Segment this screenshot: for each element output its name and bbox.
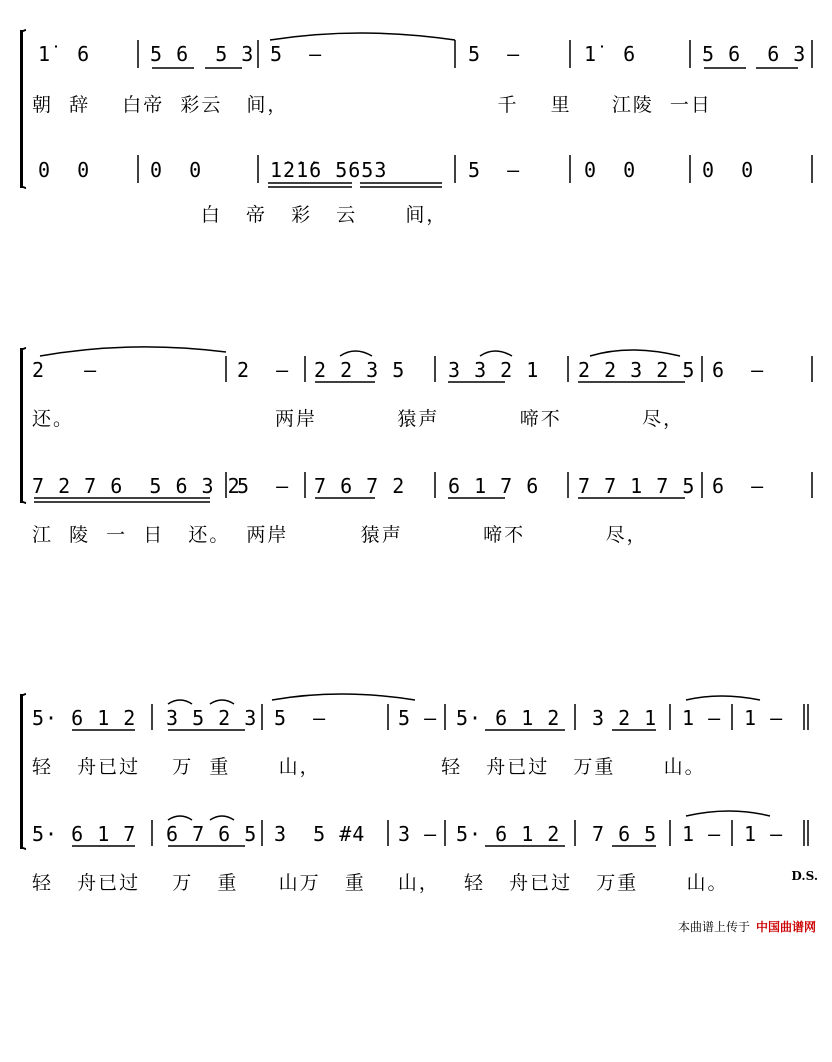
- measure: 1 —: [682, 822, 722, 846]
- lower-notes-row: [32, 158, 812, 188]
- measure: 3 2 1: [592, 706, 658, 730]
- measure: 0 0: [38, 158, 91, 182]
- measure: 1 —: [682, 706, 722, 730]
- lower-lyrics-row: 轻 舟已过 万 重 山万 重 山， 轻 舟已过 万重 山。: [32, 872, 729, 894]
- measure: 5· 6 1 2: [456, 706, 561, 730]
- lower-lyrics-row: 白 帝 彩 云 间，: [32, 204, 448, 226]
- lower-notes-row: [32, 822, 812, 852]
- measure: 0 0: [702, 158, 755, 182]
- site-logo: 中国曲谱网: [755, 920, 816, 934]
- measure: 1 —: [744, 822, 784, 846]
- score-system-1: [0, 30, 832, 190]
- measure: 7 7 1 7 5: [578, 474, 696, 498]
- upper-lyrics-row: 轻 舟已过 万 重 山， 轻 舟已过 万重 山。: [32, 756, 706, 778]
- measure: 5 —: [237, 474, 290, 498]
- measure: 5 —: [468, 42, 521, 66]
- lower-lyrics-row: 江 陵 一 日 还。 两岸 猿声 啼不 尽，: [32, 524, 648, 546]
- measure: 6 —: [712, 358, 765, 382]
- upper-lyrics-row: 还。 两岸 猿声 啼不 尽，: [32, 408, 685, 430]
- measure: 5 —: [398, 706, 438, 730]
- measure: 2 —: [237, 358, 290, 382]
- measure: 5 6 5 3: [150, 42, 255, 66]
- measure: 3 —: [398, 822, 438, 846]
- upper-notes-row: [32, 42, 812, 72]
- measure: 3 3 2 1: [448, 358, 540, 382]
- measure: 1̇ 6: [38, 42, 91, 66]
- score-system-2: [0, 340, 832, 510]
- measure: 1 —: [744, 706, 784, 730]
- measure: 5 6 6 3: [702, 42, 807, 66]
- measure: 5 —: [274, 706, 327, 730]
- measure: 7 6 7 2: [314, 474, 406, 498]
- measure: 5· 6 1 2: [456, 822, 561, 846]
- measure: 7 2 7 6 5 6 3 2: [32, 474, 241, 498]
- footer-text: 本曲谱上传于: [677, 920, 750, 934]
- measure: 5· 6 1 7: [32, 822, 137, 846]
- ds-mark: D.S.: [791, 869, 818, 883]
- lower-notes-row: [32, 474, 812, 504]
- measure: 0 0: [584, 158, 637, 182]
- upper-lyrics-row: 朝 辞 白帝 彩云 间， 千 里 江陵 一日: [32, 94, 712, 116]
- measure: 3 5 2 3: [166, 706, 258, 730]
- score-system-3: [0, 690, 832, 860]
- measure: 1̇2̇1̇6 5653: [270, 158, 388, 182]
- measure: 2 —: [32, 358, 98, 382]
- measure: 0 0: [150, 158, 203, 182]
- upper-notes-row: [32, 706, 812, 736]
- measure: 5 —: [468, 158, 521, 182]
- measure: 6 —: [712, 474, 765, 498]
- measure: 6 1 7 6: [448, 474, 540, 498]
- measure: 6 7 6 5: [166, 822, 258, 846]
- upper-notes-row: [32, 358, 812, 388]
- measure: 2 2 3 2 5: [578, 358, 696, 382]
- measure: 5· 6 1 2: [32, 706, 137, 730]
- measure: 2 2 3 5: [314, 358, 406, 382]
- measure: 7 6 5: [592, 822, 658, 846]
- footer: [678, 918, 816, 935]
- measure: 3 5 #4: [274, 822, 366, 846]
- measure: 1̇ 6: [584, 42, 637, 66]
- measure: 5 —: [270, 42, 323, 66]
